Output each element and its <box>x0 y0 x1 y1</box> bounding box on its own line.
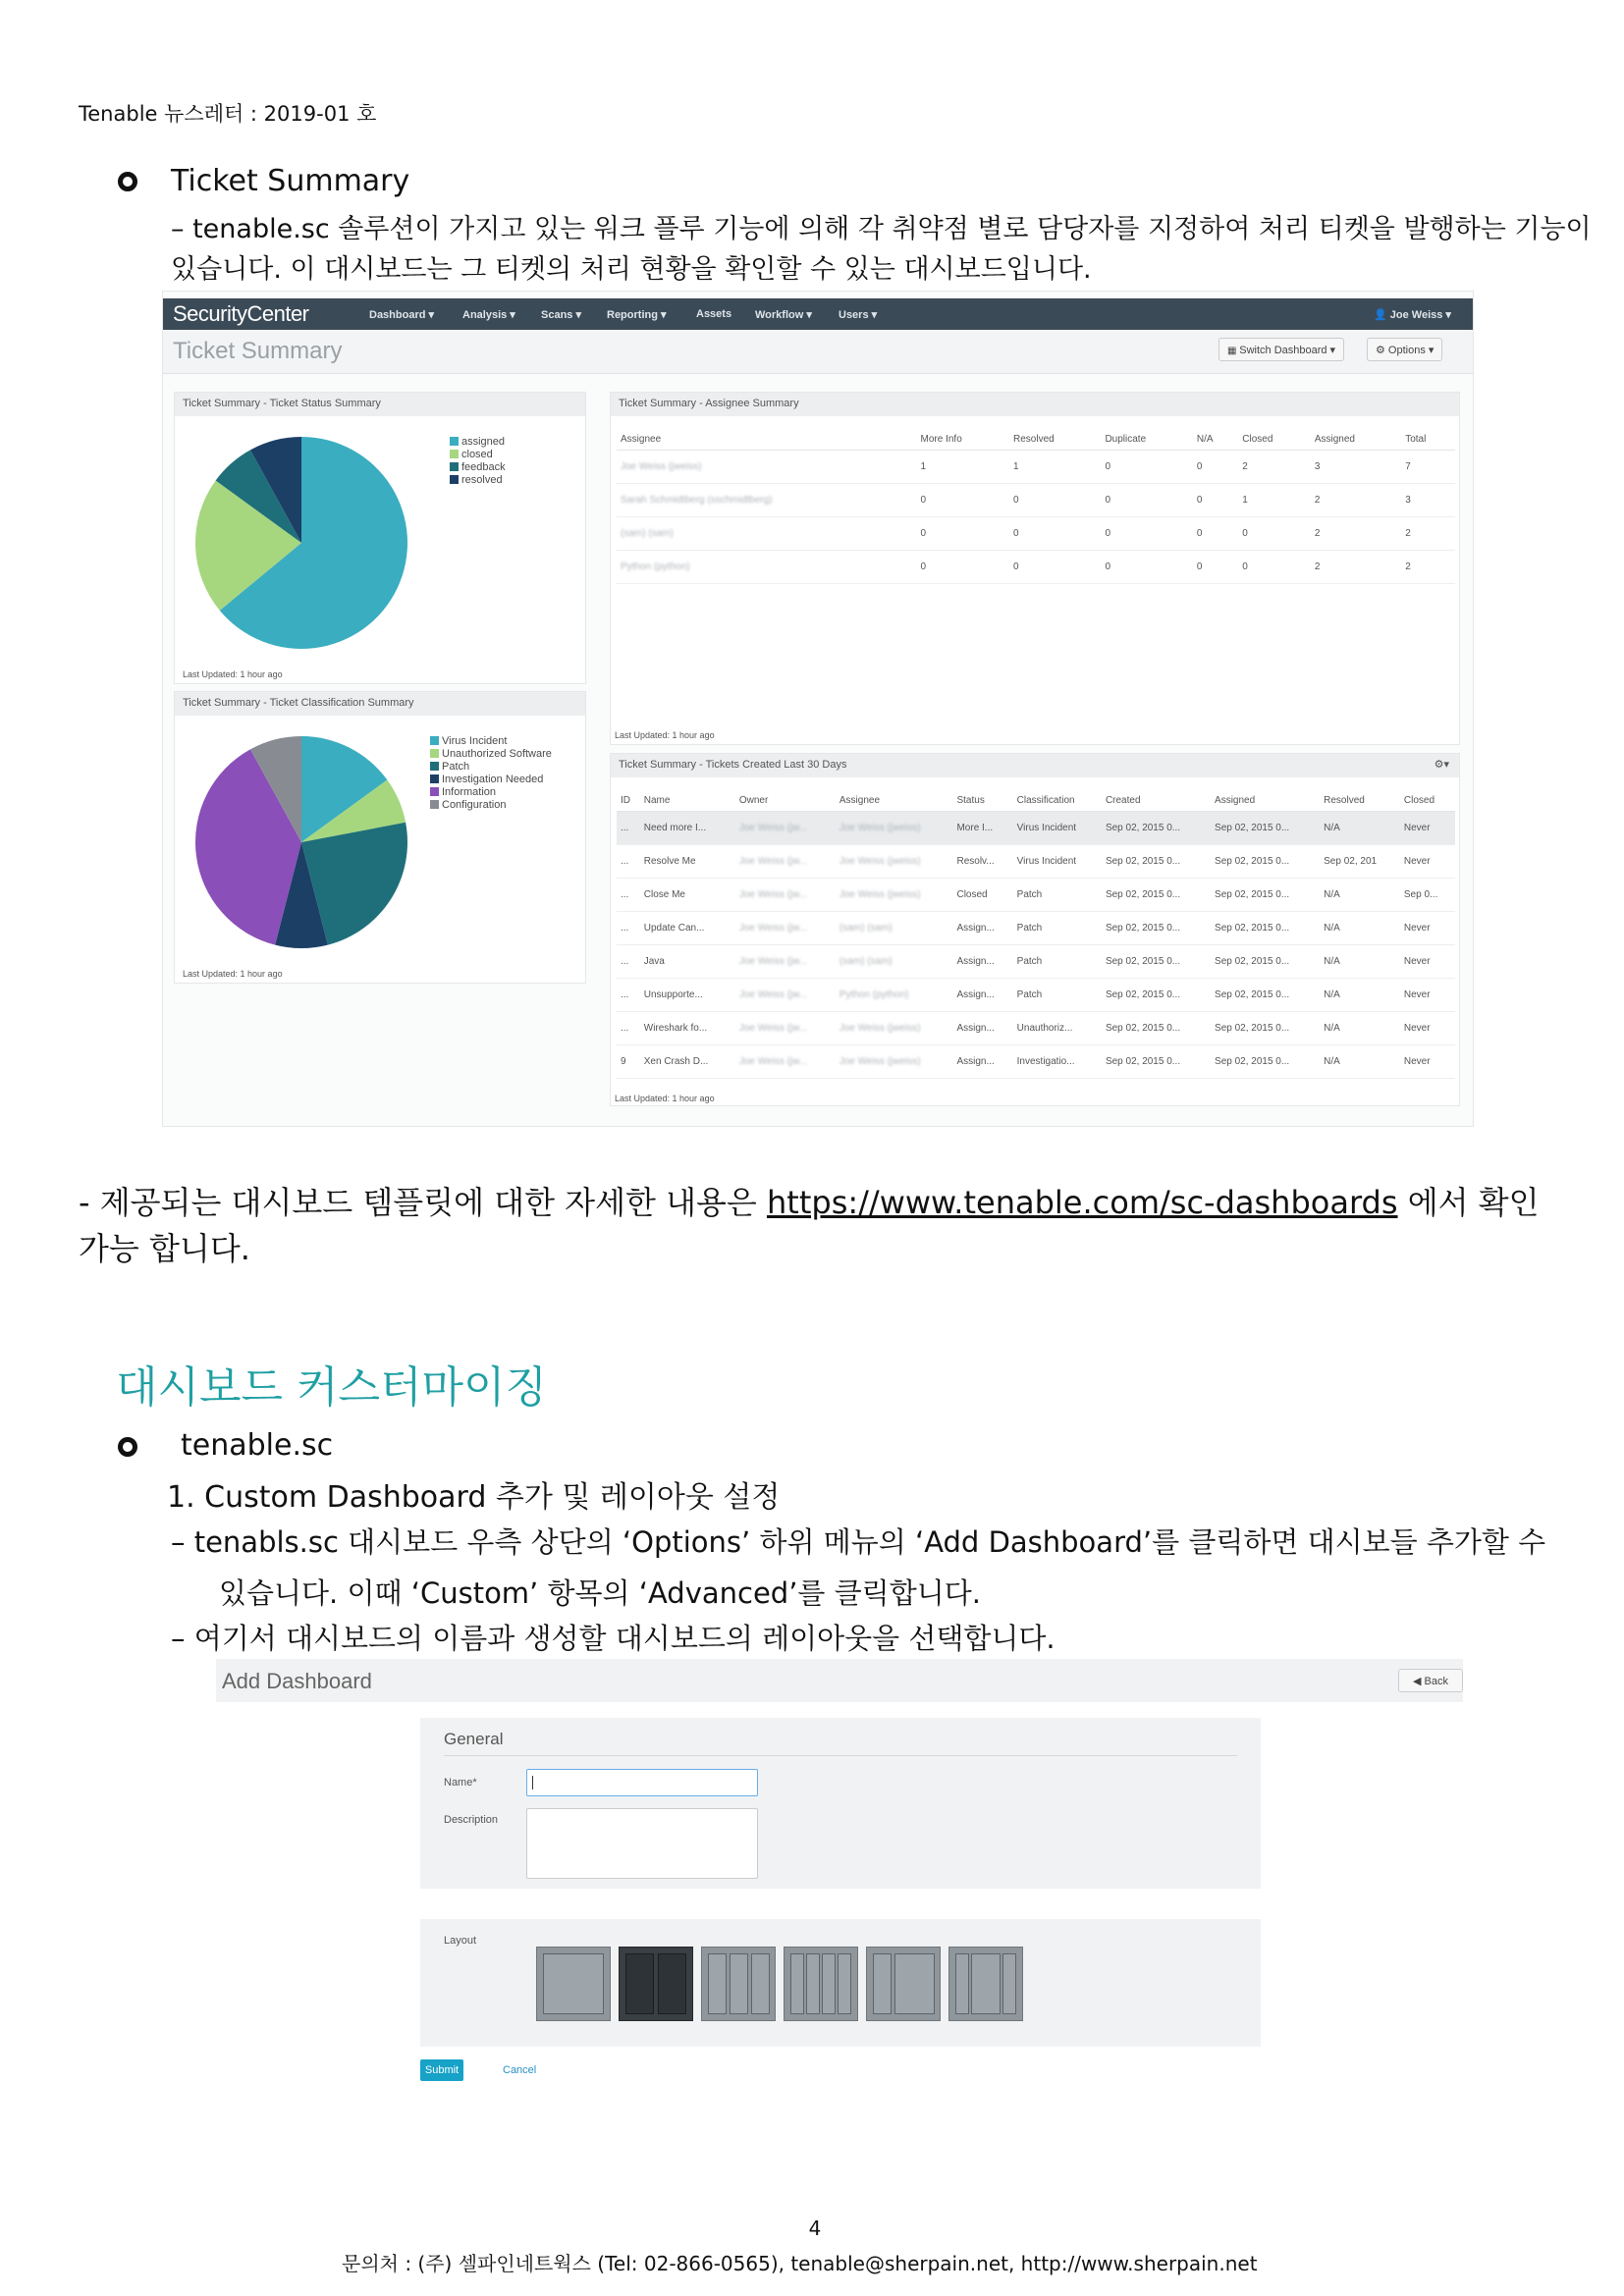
legend-item <box>450 474 506 487</box>
table-cell: 1 <box>1009 451 1101 484</box>
column-header: Name <box>640 789 735 812</box>
table-row[interactable] <box>617 879 1455 912</box>
legend-swatch <box>430 749 439 758</box>
table-cell: Wireshark fo... <box>640 1012 735 1045</box>
legend-item <box>450 436 506 449</box>
legend-label: Configuration <box>442 799 507 811</box>
table-cell: Sep 02, 2015 0... <box>1102 945 1211 979</box>
legend-item <box>450 461 506 474</box>
section-desc-line2: 있습니다. 이 대시보드는 그 티켓의 처리 현황을 확인할 수 있는 대시보드입니다. <box>171 254 1092 285</box>
table-cell: Never <box>1400 979 1455 1012</box>
table-cell: Joe Weiss (jweiss) <box>836 1045 953 1079</box>
legend-swatch <box>450 437 459 446</box>
nav-users[interactable]: Users ▾ <box>839 309 878 321</box>
layout-label: Layout <box>444 1935 477 1947</box>
table-cell: 0 <box>1101 517 1192 551</box>
table-row[interactable] <box>617 1045 1455 1079</box>
legend-item <box>430 748 552 761</box>
column-header: Created <box>1102 789 1211 812</box>
ticket-classification-panel <box>174 691 586 984</box>
table-cell: Python (python) <box>617 551 917 584</box>
page-subheader <box>163 330 1473 374</box>
table-cell: Resolve Me <box>640 845 735 879</box>
table-cell: More I... <box>952 812 1012 845</box>
tickets-table <box>617 789 1455 1079</box>
bullet-icon <box>118 1437 137 1457</box>
table-cell: ... <box>617 812 640 845</box>
table-cell: Assign... <box>952 945 1012 979</box>
table-cell: Never <box>1400 845 1455 879</box>
table-cell: Sep 02, 2015 0... <box>1102 1045 1211 1079</box>
step-desc-line2: 있습니다. 이때 ‘Custom’ 항목의 ‘Advanced’를 클릭합니다. <box>219 1576 981 1610</box>
table-cell: 2 <box>1311 551 1401 584</box>
table-cell: 0 <box>1009 517 1101 551</box>
table-cell: N/A <box>1320 979 1400 1012</box>
table-cell: Sep 02, 2015 0... <box>1102 1012 1211 1045</box>
column-header: Resolved <box>1320 789 1400 812</box>
table-cell: Sep 02, 2015 0... <box>1102 979 1211 1012</box>
table-cell: Patch <box>1013 979 1102 1012</box>
legend-label: Investigation Needed <box>442 774 544 785</box>
options-label: Options ▾ <box>1387 345 1435 356</box>
description-label: Description <box>444 1814 499 1826</box>
table-cell: Patch <box>1013 945 1102 979</box>
table-cell: Joe Weiss (jweiss) <box>836 879 953 912</box>
table-cell: Resolv... <box>952 845 1012 879</box>
column-header: Closed <box>1400 789 1455 812</box>
table-cell: (sam) (sam) <box>836 945 953 979</box>
table-cell: N/A <box>1320 945 1400 979</box>
table-cell: 2 <box>1311 517 1401 551</box>
table-cell: ... <box>617 879 640 912</box>
table-cell: (sam) (sam) <box>617 517 917 551</box>
panel-title: Ticket Summary - Ticket Status Summary <box>175 393 585 416</box>
table-cell: Sep 02, 201 <box>1320 845 1400 879</box>
table-cell: 0 <box>1193 517 1238 551</box>
table-cell: Sarah Schmidtberg (sschmidtberg) <box>617 484 917 517</box>
legend-item <box>430 799 552 812</box>
table-cell: Sep 02, 2015 0... <box>1211 912 1320 945</box>
table-cell: Xen Crash D... <box>640 1045 735 1079</box>
table-cell: 0 <box>1193 484 1238 517</box>
divider <box>444 1755 1237 1756</box>
legend-swatch <box>430 774 439 783</box>
table-cell: 0 <box>1009 551 1101 584</box>
legend-swatch <box>450 475 459 484</box>
legend-item <box>430 735 552 748</box>
table-cell: Sep 02, 2015 0... <box>1211 979 1320 1012</box>
table-cell: 2 <box>1311 484 1401 517</box>
table-cell: 1 <box>1238 484 1311 517</box>
table-row[interactable] <box>617 1012 1455 1045</box>
customizing-heading: 대시보드 커스터마이징 <box>116 1362 548 1413</box>
legend-label: Information <box>442 786 497 798</box>
table-cell: (sam) (sam) <box>836 912 953 945</box>
panel-title-text: Ticket Summary - Tickets Created Last 30 Days <box>619 759 847 771</box>
table-cell: Virus Incident <box>1013 845 1102 879</box>
dashboards-note-line2: 가능 합니다. <box>79 1230 250 1267</box>
table-cell: ... <box>617 912 640 945</box>
table-cell: 0 <box>1238 551 1311 584</box>
name-input[interactable] <box>526 1769 758 1796</box>
table-cell: Sep 02, 2015 0... <box>1102 845 1211 879</box>
ticket-status-panel <box>174 392 586 684</box>
table-row[interactable] <box>617 812 1455 845</box>
last-updated: Last Updated: 1 hour ago <box>183 669 283 679</box>
layout-option-3col[interactable] <box>701 1947 776 2021</box>
legend-label: resolved <box>461 474 503 486</box>
nav-reporting[interactable]: Reporting ▾ <box>607 309 667 321</box>
classification-legend <box>430 735 552 812</box>
table-cell: 0 <box>917 551 1009 584</box>
table-cell: ... <box>617 1012 640 1045</box>
dashboards-link[interactable]: https://www.tenable.com/sc-dashboards <box>767 1184 1398 1221</box>
table-cell: Joe Weiss (jw... <box>735 979 836 1012</box>
table-cell: Unsupporte... <box>640 979 735 1012</box>
table-cell: Sep 02, 2015 0... <box>1102 912 1211 945</box>
assignee-summary-panel <box>610 392 1460 745</box>
panel-title: Ticket Summary - Ticket Classification Summary <box>175 692 585 716</box>
table-cell: Sep 02, 2015 0... <box>1102 812 1211 845</box>
description-textarea[interactable] <box>526 1808 758 1879</box>
tickets-created-panel <box>610 753 1460 1106</box>
table-cell: 2 <box>1401 551 1455 584</box>
column-header: Assigned <box>1311 428 1401 451</box>
table-cell: 7 <box>1401 451 1455 484</box>
submit-button[interactable]: Submit <box>420 2059 463 2081</box>
legend-label: assigned <box>461 436 506 448</box>
table-cell: Update Can... <box>640 912 735 945</box>
legend-item <box>430 786 552 799</box>
layout-option-1col[interactable] <box>536 1947 611 2021</box>
table-cell: 0 <box>1101 484 1192 517</box>
table-cell: Joe Weiss (jw... <box>735 945 836 979</box>
table-cell: Sep 02, 2015 0... <box>1211 1012 1320 1045</box>
nav-assets[interactable]: Assets <box>696 308 732 320</box>
table-cell: Virus Incident <box>1013 812 1102 845</box>
table-row[interactable] <box>617 845 1455 879</box>
page-title: Ticket Summary <box>173 338 343 364</box>
table-cell: N/A <box>1320 812 1400 845</box>
column-header: Assignee <box>617 428 917 451</box>
table-cell: 9 <box>617 1045 640 1079</box>
layout-option-2col-selected[interactable] <box>619 1947 693 2021</box>
column-header: More Info <box>917 428 1009 451</box>
legend-label: Patch <box>442 761 470 773</box>
last-updated: Last Updated: 1 hour ago <box>615 730 715 740</box>
table-cell: Assign... <box>952 912 1012 945</box>
table-row[interactable] <box>617 979 1455 1012</box>
table-cell: N/A <box>1320 1012 1400 1045</box>
column-header: Status <box>952 789 1012 812</box>
table-cell: Joe Weiss (jweiss) <box>836 812 953 845</box>
table-cell: Joe Weiss (jw... <box>735 1012 836 1045</box>
classification-pie-chart <box>192 733 410 951</box>
table-cell: Sep 02, 2015 0... <box>1102 879 1211 912</box>
table-cell: Never <box>1400 945 1455 979</box>
layout-option-4col[interactable] <box>784 1947 858 2021</box>
table-cell: Sep 02, 2015 0... <box>1211 879 1320 912</box>
switch-dashboard-button[interactable] <box>1218 338 1344 361</box>
table-cell: Assign... <box>952 979 1012 1012</box>
legend-swatch <box>430 800 439 809</box>
table-cell: 0 <box>1193 451 1238 484</box>
column-header: Resolved <box>1009 428 1101 451</box>
table-cell: N/A <box>1320 912 1400 945</box>
general-heading: General <box>444 1730 504 1748</box>
product-name: tenable.sc <box>181 1428 334 1463</box>
table-cell: Python (python) <box>836 979 953 1012</box>
legend-label: closed <box>461 449 493 460</box>
table-cell: Unauthoriz... <box>1013 1012 1102 1045</box>
legend-swatch <box>430 736 439 745</box>
legend-item <box>430 761 552 774</box>
table-cell: ... <box>617 845 640 879</box>
table-row[interactable] <box>617 484 1455 517</box>
panel-title <box>611 754 1459 777</box>
top-navbar <box>163 298 1473 330</box>
legend-swatch <box>430 787 439 796</box>
table-cell: 0 <box>1193 551 1238 584</box>
table-header-row <box>617 789 1455 812</box>
column-header: Assigned <box>1211 789 1320 812</box>
legend-item <box>450 449 506 461</box>
table-cell: Joe Weiss (jw... <box>735 812 836 845</box>
table-cell: Joe Weiss (jw... <box>735 845 836 879</box>
table-row[interactable] <box>617 517 1455 551</box>
table-cell: Need more I... <box>640 812 735 845</box>
newsletter-header: Tenable 뉴스레터 : 2019-01 호 <box>79 102 377 126</box>
note-prefix: - 제공되는 대시보드 템플릿에 대한 자세한 내용은 <box>79 1184 767 1221</box>
back-button[interactable]: ◀ Back <box>1398 1669 1463 1692</box>
add-dashboard-title: Add Dashboard <box>222 1669 372 1693</box>
column-header: Total <box>1401 428 1455 451</box>
gear-icon: ⚙ <box>1376 345 1388 356</box>
legend-swatch <box>450 450 459 458</box>
table-cell: Joe Weiss (jweiss) <box>836 1012 953 1045</box>
table-cell: Sep 02, 2015 0... <box>1211 812 1320 845</box>
dashboards-note-line1 <box>79 1179 1540 1226</box>
section-title: Ticket Summary <box>171 164 410 198</box>
legend-label: Virus Incident <box>442 735 508 747</box>
table-cell: Sep 02, 2015 0... <box>1211 945 1320 979</box>
step-title: 1. Custom Dashboard 추가 및 레이아웃 설정 <box>167 1480 781 1515</box>
table-cell: 2 <box>1238 451 1311 484</box>
column-header: Classification <box>1013 789 1102 812</box>
table-cell: ... <box>617 979 640 1012</box>
table-cell: N/A <box>1320 1045 1400 1079</box>
cancel-link[interactable]: Cancel <box>503 2064 537 2076</box>
table-header-row <box>617 428 1455 451</box>
table-cell: Java <box>640 945 735 979</box>
section-desc-line1: – tenable.sc 솔루션이 가지고 있는 워크 플루 기능에 의해 각 취약점 별로 담당자를 지정하여 처리 티켓을 발행하는 기능이 <box>171 214 1592 244</box>
text-cursor <box>532 1776 533 1789</box>
ticket-summary-screenshot <box>162 291 1474 1127</box>
layout-option-wide-narrow[interactable] <box>866 1947 941 2021</box>
status-pie-chart <box>192 434 410 652</box>
table-cell: 0 <box>1101 551 1192 584</box>
add-dashboard-screenshot <box>216 1659 1463 2110</box>
table-cell: 0 <box>1009 484 1101 517</box>
table-cell: Assign... <box>952 1045 1012 1079</box>
table-cell: N/A <box>1320 879 1400 912</box>
step-desc-line1: – tenabls.sc 대시보드 우측 상단의 ‘Options’ 하위 메뉴의 ‘Add Dashboard’를 클릭하면 대시보들 추가할 수 <box>171 1525 1546 1559</box>
name-label: Name* <box>444 1777 477 1789</box>
page-number: 4 <box>808 2216 822 2240</box>
general-section <box>420 1718 1261 1889</box>
table-cell: 0 <box>917 484 1009 517</box>
step-desc-line3: – 여기서 대시보드의 이름과 생성할 대시보드의 레이아웃을 선택합니다. <box>171 1622 1056 1655</box>
status-legend <box>450 436 506 487</box>
table-cell: Closed <box>952 879 1012 912</box>
nav-scans[interactable]: Scans ▾ <box>541 309 581 321</box>
options-button[interactable] <box>1367 338 1442 361</box>
switch-dashboard-label: Switch Dashboard ▾ <box>1239 345 1336 356</box>
layout-option-narrow-wide-narrow[interactable] <box>948 1947 1023 2021</box>
table-cell: Never <box>1400 1045 1455 1079</box>
table-row[interactable] <box>617 945 1455 979</box>
table-cell: Patch <box>1013 912 1102 945</box>
contact-info: 문의처 : (주) 셀파인네트웍스 (Tel: 02-866-0565), tenable@sherpain.net, http://www.sherpain.net <box>342 2252 1258 2275</box>
table-cell: 3 <box>1311 451 1401 484</box>
note-suffix: 에서 확인 <box>1397 1184 1540 1221</box>
legend-item <box>430 774 552 786</box>
table-cell: Investigatio... <box>1013 1045 1102 1079</box>
table-cell: Never <box>1400 1012 1455 1045</box>
column-header: ID <box>617 789 640 812</box>
user-menu[interactable]: 👤 Joe Weiss ▾ <box>1374 309 1451 321</box>
brand-logo: SecurityCenter <box>173 301 309 326</box>
table-row[interactable] <box>617 551 1455 584</box>
table-cell: Sep 02, 2015 0... <box>1211 845 1320 879</box>
table-cell: Close Me <box>640 879 735 912</box>
table-row[interactable] <box>617 451 1455 484</box>
table-cell: Never <box>1400 812 1455 845</box>
last-updated: Last Updated: 1 hour ago <box>183 969 283 979</box>
nav-analysis[interactable]: Analysis ▾ <box>462 309 515 321</box>
table-cell: Sep 0... <box>1400 879 1455 912</box>
nav-dashboard[interactable]: Dashboard ▾ <box>369 309 435 321</box>
nav-workflow[interactable]: Workflow ▾ <box>755 309 812 321</box>
layout-section <box>420 1919 1261 2047</box>
table-cell: 2 <box>1401 517 1455 551</box>
panel-settings-icon[interactable]: ⚙▾ <box>1434 759 1449 771</box>
table-cell: 0 <box>1238 517 1311 551</box>
panel-title: Ticket Summary - Assignee Summary <box>611 393 1459 416</box>
column-header: Owner <box>735 789 836 812</box>
column-header: N/A <box>1193 428 1238 451</box>
table-cell: Patch <box>1013 879 1102 912</box>
bullet-icon <box>118 172 137 191</box>
table-cell: 1 <box>917 451 1009 484</box>
add-dashboard-header <box>216 1659 1463 1702</box>
last-updated: Last Updated: 1 hour ago <box>615 1094 715 1103</box>
table-cell: 0 <box>1101 451 1192 484</box>
table-cell: Joe Weiss (jw... <box>735 1045 836 1079</box>
table-cell: 0 <box>917 517 1009 551</box>
table-cell: Joe Weiss (jw... <box>735 912 836 945</box>
table-cell: Assign... <box>952 1012 1012 1045</box>
assignee-table <box>617 428 1455 584</box>
table-cell: 3 <box>1401 484 1455 517</box>
legend-label: Unauthorized Software <box>442 748 552 760</box>
table-cell: Joe Weiss (jw... <box>735 879 836 912</box>
grid-icon: ▦ <box>1227 346 1240 356</box>
table-cell: ... <box>617 945 640 979</box>
table-cell: Sep 02, 2015 0... <box>1211 1045 1320 1079</box>
table-cell: Joe Weiss (jweiss) <box>617 451 917 484</box>
table-cell: Joe Weiss (jweiss) <box>836 845 953 879</box>
legend-swatch <box>430 762 439 771</box>
legend-swatch <box>450 462 459 471</box>
table-cell: Never <box>1400 912 1455 945</box>
column-header: Assignee <box>836 789 953 812</box>
legend-label: feedback <box>461 461 506 473</box>
column-header: Closed <box>1238 428 1311 451</box>
table-row[interactable] <box>617 912 1455 945</box>
column-header: Duplicate <box>1101 428 1192 451</box>
